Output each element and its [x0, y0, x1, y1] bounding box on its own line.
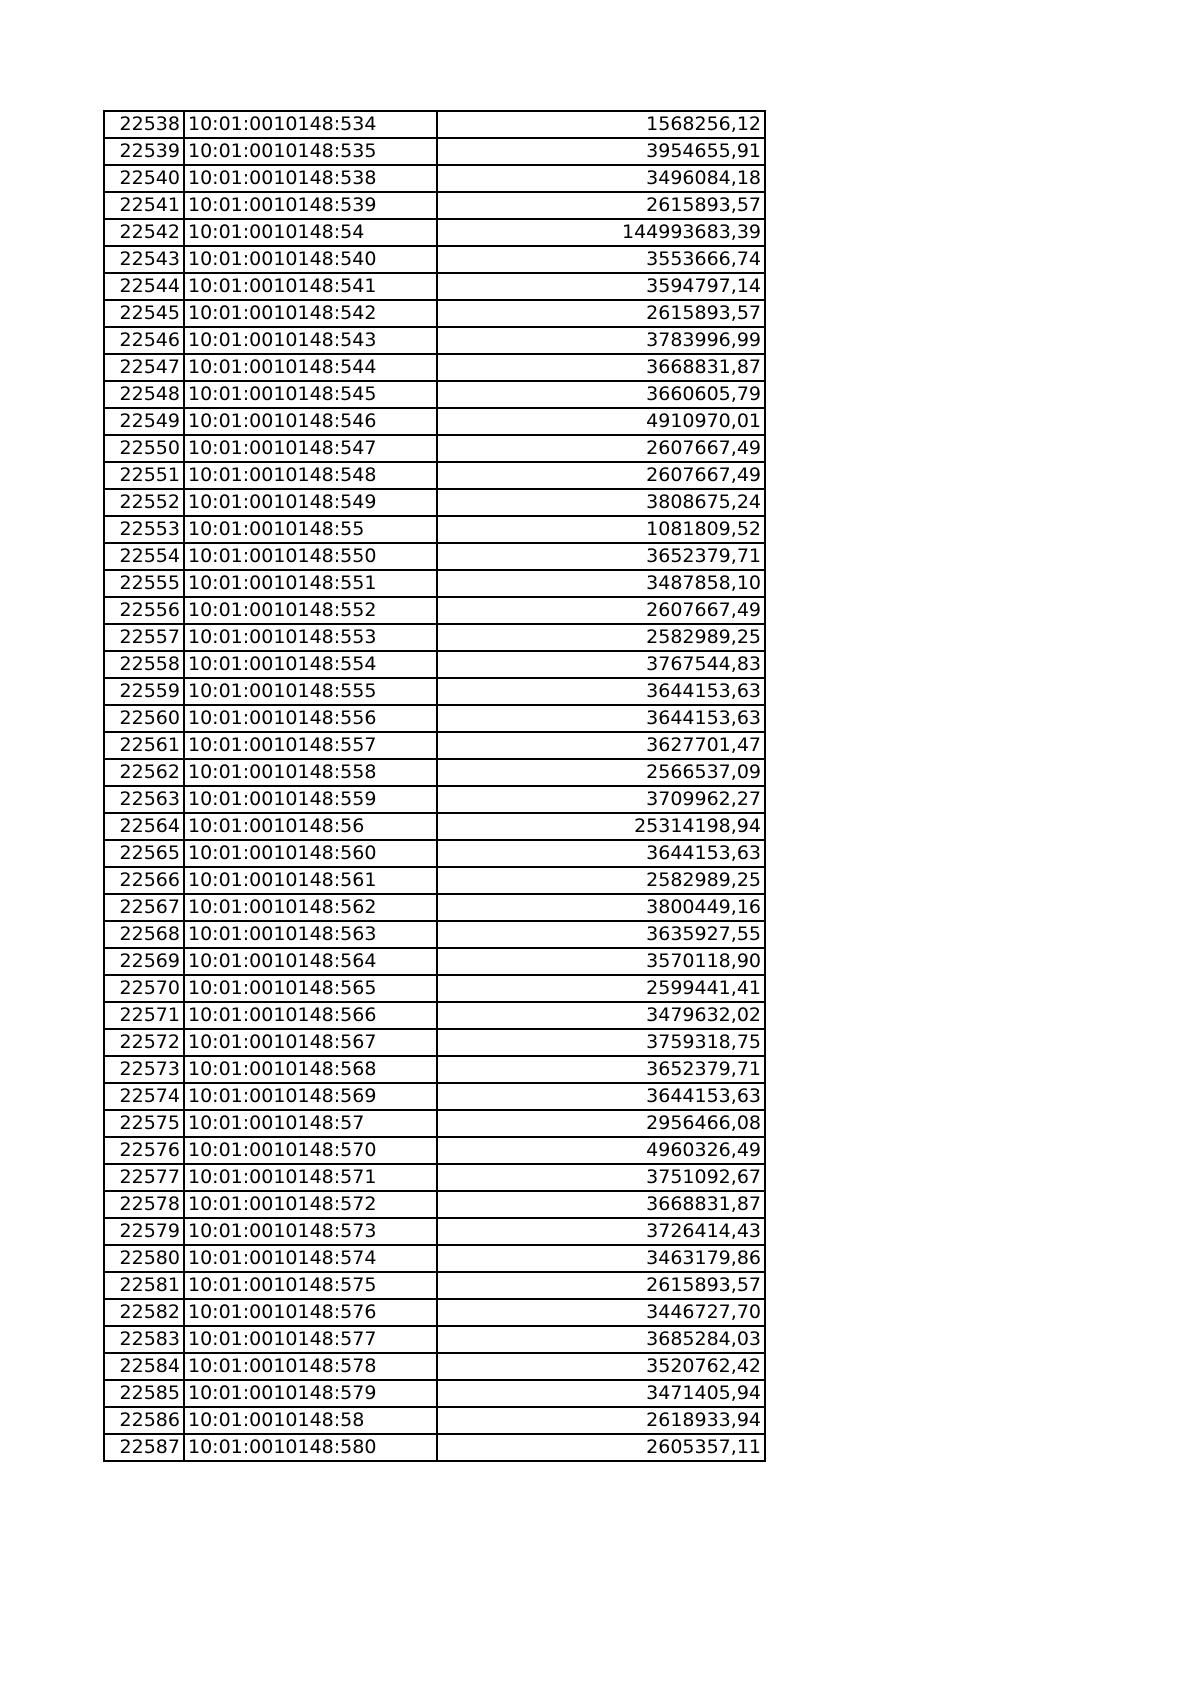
table-row: [104, 651, 765, 678]
cadastral-number: 10:01:0010148:540: [184, 246, 437, 273]
table-row: [104, 1056, 765, 1083]
table-row: [104, 1407, 765, 1434]
cadastral-number: 10:01:0010148:57: [184, 1110, 437, 1137]
value-cell: 3471405,94: [437, 1380, 765, 1407]
cadastral-number: 10:01:0010148:546: [184, 408, 437, 435]
value-cell: 3800449,16: [437, 894, 765, 921]
table-row: [104, 327, 765, 354]
value-cell: 3594797,14: [437, 273, 765, 300]
row-number: 22554: [104, 543, 184, 570]
row-number: 22568: [104, 921, 184, 948]
table-row: [104, 1353, 765, 1380]
cadastral-number: 10:01:0010148:568: [184, 1056, 437, 1083]
value-cell: 3627701,47: [437, 732, 765, 759]
table-row: [104, 462, 765, 489]
cadastral-number: 10:01:0010148:575: [184, 1272, 437, 1299]
row-number: 22562: [104, 759, 184, 786]
value-cell: 2956466,08: [437, 1110, 765, 1137]
value-cell: 3709962,27: [437, 786, 765, 813]
row-number: 22553: [104, 516, 184, 543]
value-cell: 2582989,25: [437, 867, 765, 894]
value-cell: 3644153,63: [437, 705, 765, 732]
row-number: 22575: [104, 1110, 184, 1137]
value-cell: 3463179,86: [437, 1245, 765, 1272]
value-cell: 3644153,63: [437, 1083, 765, 1110]
row-number: 22551: [104, 462, 184, 489]
value-cell: 3479632,02: [437, 1002, 765, 1029]
row-number: 22586: [104, 1407, 184, 1434]
value-cell: 3553666,74: [437, 246, 765, 273]
value-cell: 2618933,94: [437, 1407, 765, 1434]
table-row: [104, 1110, 765, 1137]
value-cell: 3652379,71: [437, 1056, 765, 1083]
table-row: [104, 813, 765, 840]
value-cell: 3644153,63: [437, 678, 765, 705]
row-number: 22573: [104, 1056, 184, 1083]
row-number: 22539: [104, 138, 184, 165]
row-number: 22564: [104, 813, 184, 840]
value-cell: 4910970,01: [437, 408, 765, 435]
row-number: 22550: [104, 435, 184, 462]
table-row: [104, 1380, 765, 1407]
row-number: 22542: [104, 219, 184, 246]
table-row: [104, 300, 765, 327]
table-row: [104, 489, 765, 516]
value-cell: 3570118,90: [437, 948, 765, 975]
cadastral-number: 10:01:0010148:557: [184, 732, 437, 759]
value-cell: 2607667,49: [437, 435, 765, 462]
cadastral-number: 10:01:0010148:560: [184, 840, 437, 867]
row-number: 22567: [104, 894, 184, 921]
cadastral-number: 10:01:0010148:556: [184, 705, 437, 732]
value-cell: 3644153,63: [437, 840, 765, 867]
table-row: [104, 408, 765, 435]
table-row: [104, 273, 765, 300]
cadastral-number: 10:01:0010148:578: [184, 1353, 437, 1380]
cadastral-number: 10:01:0010148:542: [184, 300, 437, 327]
cadastral-number: 10:01:0010148:574: [184, 1245, 437, 1272]
cadastral-number: 10:01:0010148:543: [184, 327, 437, 354]
table-row: [104, 138, 765, 165]
cadastral-number: 10:01:0010148:58: [184, 1407, 437, 1434]
cadastral-number: 10:01:0010148:552: [184, 597, 437, 624]
value-cell: 3446727,70: [437, 1299, 765, 1326]
cadastral-number: 10:01:0010148:559: [184, 786, 437, 813]
row-number: 22585: [104, 1380, 184, 1407]
cadastral-number: 10:01:0010148:571: [184, 1164, 437, 1191]
table-row: [104, 354, 765, 381]
table-row: [104, 732, 765, 759]
row-number: 22569: [104, 948, 184, 975]
table-row: [104, 570, 765, 597]
table-row: [104, 1218, 765, 1245]
cadastral-number: 10:01:0010148:56: [184, 813, 437, 840]
table-body: [104, 111, 765, 1461]
row-number: 22555: [104, 570, 184, 597]
table-row: [104, 1137, 765, 1164]
value-cell: 3808675,24: [437, 489, 765, 516]
cadastral-number: 10:01:0010148:553: [184, 624, 437, 651]
row-number: 22566: [104, 867, 184, 894]
row-number: 22587: [104, 1434, 184, 1461]
table-row: [104, 894, 765, 921]
row-number: 22544: [104, 273, 184, 300]
row-number: 22559: [104, 678, 184, 705]
cadastral-number: 10:01:0010148:545: [184, 381, 437, 408]
table-row: [104, 165, 765, 192]
table-row: [104, 624, 765, 651]
row-number: 22549: [104, 408, 184, 435]
row-number: 22574: [104, 1083, 184, 1110]
row-number: 22576: [104, 1137, 184, 1164]
table-row: [104, 867, 765, 894]
table-row: [104, 921, 765, 948]
cadastral-number: 10:01:0010148:534: [184, 111, 437, 138]
value-cell: 2599441,41: [437, 975, 765, 1002]
row-number: 22570: [104, 975, 184, 1002]
value-cell: 3751092,67: [437, 1164, 765, 1191]
table-row: [104, 111, 765, 138]
row-number: 22560: [104, 705, 184, 732]
cadastral-number: 10:01:0010148:566: [184, 1002, 437, 1029]
row-number: 22565: [104, 840, 184, 867]
table-row: [104, 678, 765, 705]
value-cell: 2582989,25: [437, 624, 765, 651]
cadastral-number: 10:01:0010148:561: [184, 867, 437, 894]
value-cell: 2566537,09: [437, 759, 765, 786]
cadastral-number: 10:01:0010148:564: [184, 948, 437, 975]
row-number: 22579: [104, 1218, 184, 1245]
table-row: [104, 1083, 765, 1110]
table-row: [104, 1434, 765, 1461]
table-row: [104, 1272, 765, 1299]
cadastral-number: 10:01:0010148:562: [184, 894, 437, 921]
table-row: [104, 435, 765, 462]
cadastral-number: 10:01:0010148:573: [184, 1218, 437, 1245]
value-cell: 4960326,49: [437, 1137, 765, 1164]
value-cell: 3496084,18: [437, 165, 765, 192]
table-row: [104, 219, 765, 246]
cadastral-number: 10:01:0010148:555: [184, 678, 437, 705]
cadastral-number: 10:01:0010148:539: [184, 192, 437, 219]
cadastral-number: 10:01:0010148:55: [184, 516, 437, 543]
value-cell: 1568256,12: [437, 111, 765, 138]
table-row: [104, 1245, 765, 1272]
cadastral-number: 10:01:0010148:570: [184, 1137, 437, 1164]
value-cell: 144993683,39: [437, 219, 765, 246]
table-row: [104, 975, 765, 1002]
row-number: 22561: [104, 732, 184, 759]
table-row: [104, 597, 765, 624]
value-cell: 3954655,91: [437, 138, 765, 165]
row-number: 22583: [104, 1326, 184, 1353]
row-number: 22578: [104, 1191, 184, 1218]
row-number: 22556: [104, 597, 184, 624]
cadastral-number: 10:01:0010148:551: [184, 570, 437, 597]
value-cell: 25314198,94: [437, 813, 765, 840]
value-cell: 3520762,42: [437, 1353, 765, 1380]
table-row: [104, 516, 765, 543]
row-number: 22581: [104, 1272, 184, 1299]
value-cell: 2607667,49: [437, 597, 765, 624]
value-cell: 3652379,71: [437, 543, 765, 570]
row-number: 22541: [104, 192, 184, 219]
value-cell: 1081809,52: [437, 516, 765, 543]
table-row: [104, 543, 765, 570]
cadastral-number: 10:01:0010148:547: [184, 435, 437, 462]
table-row: [104, 381, 765, 408]
row-number: 22552: [104, 489, 184, 516]
value-cell: 3487858,10: [437, 570, 765, 597]
table-row: [104, 1326, 765, 1353]
value-cell: 3759318,75: [437, 1029, 765, 1056]
cadastral-number: 10:01:0010148:558: [184, 759, 437, 786]
cadastral-number: 10:01:0010148:544: [184, 354, 437, 381]
cadastral-number: 10:01:0010148:541: [184, 273, 437, 300]
data-table: [103, 110, 766, 1462]
table-row: [104, 759, 765, 786]
row-number: 22580: [104, 1245, 184, 1272]
cadastral-number: 10:01:0010148:565: [184, 975, 437, 1002]
value-cell: 2615893,57: [437, 1272, 765, 1299]
value-cell: 3685284,03: [437, 1326, 765, 1353]
cadastral-number: 10:01:0010148:548: [184, 462, 437, 489]
row-number: 22563: [104, 786, 184, 813]
value-cell: 3668831,87: [437, 1191, 765, 1218]
cadastral-number: 10:01:0010148:54: [184, 219, 437, 246]
table-row: [104, 840, 765, 867]
cadastral-number: 10:01:0010148:549: [184, 489, 437, 516]
table-row: [104, 705, 765, 732]
row-number: 22577: [104, 1164, 184, 1191]
value-cell: 2607667,49: [437, 462, 765, 489]
row-number: 22582: [104, 1299, 184, 1326]
value-cell: 3726414,43: [437, 1218, 765, 1245]
row-number: 22547: [104, 354, 184, 381]
cadastral-number: 10:01:0010148:576: [184, 1299, 437, 1326]
row-number: 22545: [104, 300, 184, 327]
row-number: 22538: [104, 111, 184, 138]
table-row: [104, 1029, 765, 1056]
cadastral-number: 10:01:0010148:572: [184, 1191, 437, 1218]
cadastral-number: 10:01:0010148:579: [184, 1380, 437, 1407]
row-number: 22572: [104, 1029, 184, 1056]
table-row: [104, 948, 765, 975]
table-row: [104, 1002, 765, 1029]
cadastral-number: 10:01:0010148:550: [184, 543, 437, 570]
row-number: 22540: [104, 165, 184, 192]
table-row: [104, 786, 765, 813]
table-row: [104, 192, 765, 219]
cadastral-number: 10:01:0010148:554: [184, 651, 437, 678]
table-row: [104, 1191, 765, 1218]
value-cell: 2605357,11: [437, 1434, 765, 1461]
row-number: 22558: [104, 651, 184, 678]
row-number: 22548: [104, 381, 184, 408]
cadastral-number: 10:01:0010148:569: [184, 1083, 437, 1110]
value-cell: 2615893,57: [437, 192, 765, 219]
cadastral-number: 10:01:0010148:577: [184, 1326, 437, 1353]
cadastral-number: 10:01:0010148:538: [184, 165, 437, 192]
cadastral-number: 10:01:0010148:567: [184, 1029, 437, 1056]
value-cell: 3635927,55: [437, 921, 765, 948]
row-number: 22546: [104, 327, 184, 354]
table-row: [104, 1299, 765, 1326]
row-number: 22571: [104, 1002, 184, 1029]
row-number: 22543: [104, 246, 184, 273]
value-cell: 3767544,83: [437, 651, 765, 678]
cadastral-number: 10:01:0010148:580: [184, 1434, 437, 1461]
value-cell: 3783996,99: [437, 327, 765, 354]
table-row: [104, 1164, 765, 1191]
value-cell: 3660605,79: [437, 381, 765, 408]
value-cell: 3668831,87: [437, 354, 765, 381]
cadastral-number: 10:01:0010148:535: [184, 138, 437, 165]
value-cell: 2615893,57: [437, 300, 765, 327]
row-number: 22584: [104, 1353, 184, 1380]
table-row: [104, 246, 765, 273]
row-number: 22557: [104, 624, 184, 651]
cadastral-number: 10:01:0010148:563: [184, 921, 437, 948]
